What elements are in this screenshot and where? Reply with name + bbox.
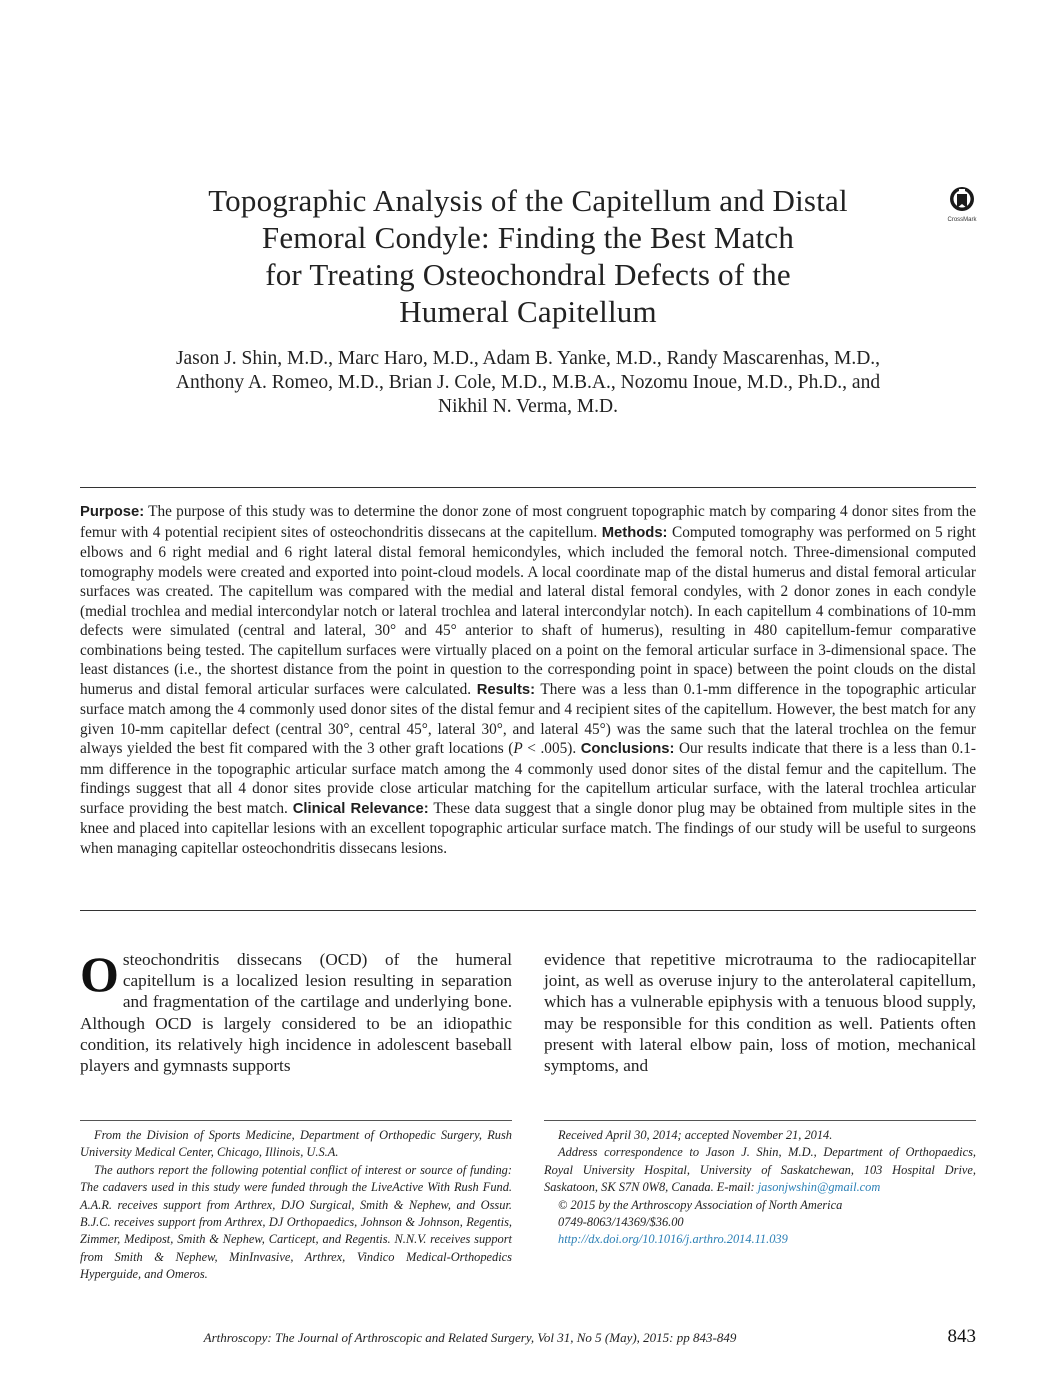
drop-cap: O (80, 946, 119, 1002)
author-list (80, 347, 976, 419)
author-line: Nikhil N. Verma, M.D. (437, 396, 618, 417)
footnotes-right (544, 1127, 976, 1249)
body-column-left (80, 946, 512, 1076)
title-line: Humeral Capitellum (399, 294, 657, 329)
body-text-left: steochondritis dissecans (OCD) of the humeral capitellum is a localized lesion resulting in separation and fragmentation of the cartilage and underlying bone. Although OCD is largely considered to be an idiopathic condition, its relatively high incidence in adolescent baseball players and gymnasts supports (80, 950, 512, 1076)
address-text: Address correspondence to Jason J. Shin, M.D., Department of Orthopaedics, Royal University Hospital, University of Saskatchewan, 103 Hospital Drive, Saskatoon, SK S7N 0W8, Canada. E-mail: (544, 1145, 976, 1195)
footnotes-left (80, 1127, 512, 1284)
results-label: Results: (476, 681, 536, 698)
body-column-right (544, 949, 976, 1076)
author-line: Anthony A. Romeo, M.D., Brian J. Cole, M.D., M.B.A., Nozomu Inoue, M.D., Ph.D., and (175, 372, 881, 393)
clinical-relevance-text: These data suggest that a single donor plug may be obtained from multiple sites in the knee and placed into capitellar lesions with an excellent topographic articular surface match. The findings of our study will be useful to surgeons when managing capitellar osteochondritis dissecans lesions. (80, 799, 976, 857)
abstract-top-rule (80, 487, 976, 488)
title-line: for Treating Osteochondral Defects of the (265, 257, 791, 292)
affiliation-note: From the Division of Sports Medicine, Department of Orthopedic Surgery, Rush University Medical Center, Chicago, Illinois, U.S.A. (80, 1128, 512, 1160)
results-text-end: < .005). (522, 740, 577, 757)
methods-label: Methods: (601, 524, 668, 541)
conflict-of-interest-note: The authors report the following potential conflict of interest or source of funding: The cadavers used in this study were funded through the LiveActive With Rush Fund. A.A.R. receives support from Arthrex, DJO Surgical, Smith & Nephew, and Ossur. B.J.C. receives support from Arthrex, DJ Orthopaedics, Johnson & Johnson, Regentis, Zimmer, Medipost, Smith & Nephew, Carticept, and Regentis. N.N.V. receives support from Smith & Nephew, MinInvasive, Arthrex, Vindico Medical-Orthopedics Hyperguide, and Omeros. (80, 1162, 512, 1282)
article-title (150, 182, 906, 330)
crossmark-badge[interactable] (944, 186, 980, 226)
conclusions-label: Conclusions: (580, 741, 675, 757)
clinical-relevance-label: Clinical Relevance: (292, 800, 429, 817)
journal-footer: Arthroscopy: The Journal of Arthroscopic and Related Surgery, Vol 31, No 5 (May), 2015: pp 843-849 (203, 1330, 737, 1345)
purpose-text: The purpose of this study was to determine the donor zone of most congruent topographic match by comparing 4 donor sites from the femur with 4 potential recipient sites of osteochondritis dissecans at the capitellum. (80, 503, 976, 541)
abstract (80, 502, 976, 858)
crossmark-label: CrossMark (947, 217, 977, 223)
footnote-rule-left (80, 1120, 512, 1121)
copyright-notice: © 2015 by the Arthroscopy Association of North America (558, 1197, 843, 1212)
p-value-symbol: P (513, 740, 523, 757)
doi-link[interactable]: http://dx.doi.org/10.1016/j.arthro.2014.11.039 (558, 1232, 788, 1247)
purpose-label: Purpose: (80, 504, 145, 520)
body-text-right: evidence that repetitive microtrauma to the radiocapitellar joint, as well as overuse injury to the anterolateral capitellum, which has a vulnerable epiphysis with a tenuous blood supply, may be responsible for this condition as well. Patients often present with lateral elbow pain, loss of motion, mechanical symptoms, and (544, 950, 976, 1076)
conclusions-text: Our results indicate that there is a less than 0.1-mm difference in the topographic articular surface match among the 4 commonly used donor sites of the distal femur and the capitellum. The findings suggest that all 4 donor sites provide close articular matching for the capitellum articular surface, with the lateral trochlea articular surface providing the best match. (80, 740, 977, 817)
results-text: There was a less than 0.1-mm difference in the topographic articular surface match among the 4 commonly used donor sites of the distal femur and 4 recipient sites of the capitellum. However, the best match for any given 10-mm capitellar defect (central 30°, central 45°, lateral 30°, and lateral 45°) was the same such that the lateral trochlea on the femur always yielded the best fit compared with the 3 other graft locations ( (80, 680, 976, 757)
email-link[interactable]: jasonjwshin@gmail.com (757, 1180, 881, 1195)
author-line: Jason J. Shin, M.D., Marc Haro, M.D., Adam B. Yanke, M.D., Randy Mascarenhas, M.D., (175, 348, 881, 369)
footnote-rule-right (544, 1120, 976, 1121)
crossmark-icon (948, 186, 976, 216)
received-date: Received April 30, 2014; accepted November 21, 2014. (558, 1128, 833, 1142)
abstract-bottom-rule (80, 910, 976, 911)
correspondence-address (544, 1144, 976, 1196)
doi-link-wrap (544, 1231, 976, 1248)
title-line: Femoral Condyle: Finding the Best Match (261, 220, 795, 255)
title-line: Topographic Analysis of the Capitellum and Distal (208, 183, 848, 218)
issn: 0749-8063/14369/$36.00 (558, 1215, 684, 1230)
page-number: 843 (947, 1326, 976, 1347)
methods-text: Computed tomography was performed on 5 right elbows and 6 right medial and 6 right lateral distal femoral hemicondyles, which included the femoral notch. Three-dimensional computed tomography models were created and exported into point-cloud models. A local coordinate map of the distal humerus and distal femoral articular surfaces was created. The capitellum was compared with the medial and lateral distal femoral condyles, with 2 donor zones in each condyle (medial trochlea and medial intercondylar notch or lateral trochlea and lateral intercondylar notch). In each capitellum 4 combinations of 10-mm defects were simulated (central and lateral, 30° and 45° anterior to shaft of humerus), resulting in 480 capitellum-femur comparative combinations being tested. The capitellum surfaces were virtually placed on a point on the femoral articular surface in 3-dimensional space. The least distances (i.e., the shortest distance from the point in question to the corresponding point in space) between the point clouds on the distal humerus and distal femoral articular surfaces were calculated. (80, 523, 977, 698)
